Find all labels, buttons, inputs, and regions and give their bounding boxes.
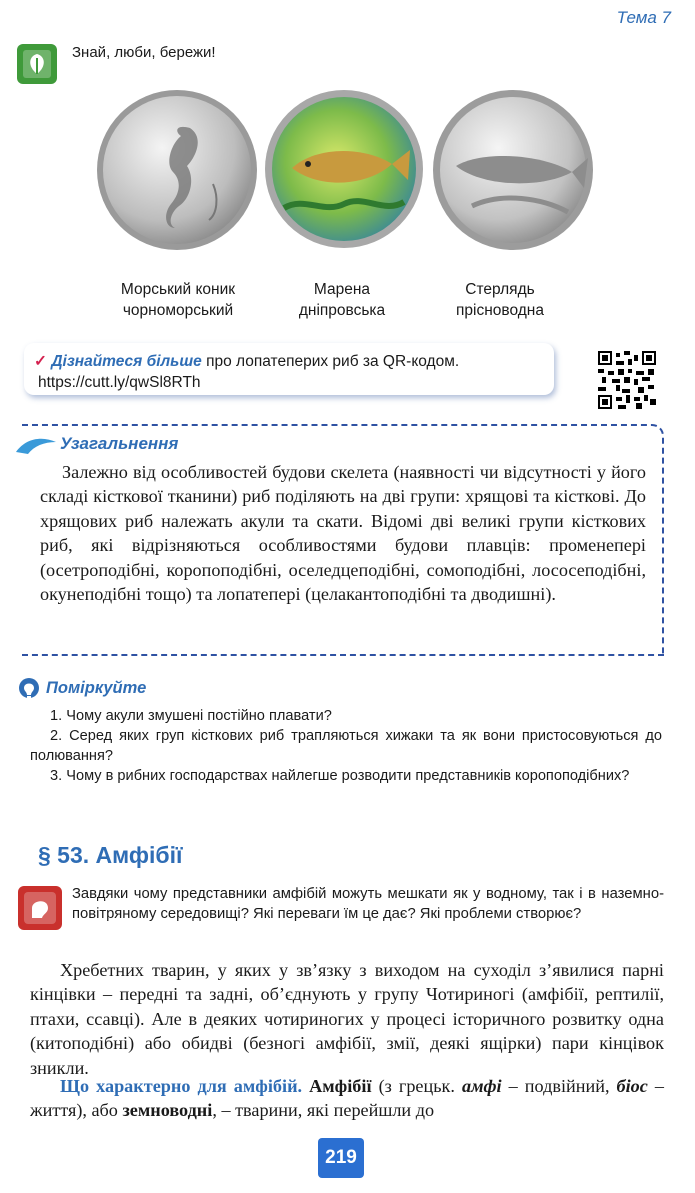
coin-caption-barbel: Марена дніпровська — [298, 281, 386, 319]
coin-barbel — [264, 88, 424, 250]
topic-label: Тема 7 — [616, 8, 671, 27]
paragraph-2: Що характерно для амфібій. Амфібії (з грецьк. амфі – подвійний, біос – життя), або земноводні, – тварини, які перейшли до — [30, 1076, 664, 1121]
think-heading: Поміркуйте — [46, 679, 147, 697]
page-number: 219 — [318, 1138, 364, 1178]
summary-text: Залежно від особливостей будови скелета (наявності чи відсутності у його складі кісткової тканини) риб поділяють на дві групи: хрящові та кісткові. До хрящових риб належать акули та скати. Відомі дві великі групи кісткових риб, які відрізняються особливостями будови плавців: променепері (осетроподібні, коропоподібні, оселедцеподібні, сомоподібні, лососеподібні, окунеподібні тощо) та лопатепері (целакантоподібні та дводишні). — [40, 462, 646, 605]
paragraph-1: Хребетних тварин, у яких у зв’язку з виходом на суходіл з’явилися парні кінцівки – передні та задні, об’єднують у групу Чотириногі (амфібії, рептилії, птахи, ссавці). Але в деяких чотириногих у процесі історичного розвитку одна (китоподібні) або обидві (безногі амфібії, змії, деякі ящірки) пари кінцівок зникли. — [30, 960, 664, 1078]
lightbulb-icon — [16, 676, 42, 702]
qr-code-icon[interactable] — [598, 351, 656, 409]
coin-sterlet — [432, 88, 594, 253]
qr-link[interactable]: https://cutt.ly/qwSl8RTh — [38, 374, 201, 391]
section-intro: Завдяки чому представники амфібій можуть мешкати як у водному, так і в наземно-повітряному середовищі? Які переваги їм це дає? Які проблеми створює? — [72, 886, 664, 922]
eco-block-title: Знай, люби, бережи! — [72, 44, 216, 61]
summary-heading: Узагальнення — [60, 434, 179, 453]
question-head-icon — [18, 886, 62, 930]
paragraph-2-heading: Що характерно для амфібій. — [60, 1076, 303, 1096]
coin-caption-seahorse: Морський коник чорноморський — [120, 281, 236, 319]
question-1: 1. Чому акули змушені постійно плавати? — [50, 708, 332, 724]
qr-note-text: ✓ Дізнайтеся більше про лопатеперих риб за QR-кодом. — [34, 353, 460, 370]
eco-leaf-icon — [17, 44, 57, 84]
question-list — [30, 706, 662, 786]
qr-note-lead: Дізнайтеся більше — [51, 353, 202, 370]
coin-seahorse — [95, 88, 260, 253]
wave-icon — [14, 434, 58, 456]
section-title: § 53. Амфібії — [38, 842, 183, 868]
coin-caption-sterlet: Стерлядь прісноводна — [456, 281, 544, 319]
question-3: 3. Чому в рибних господарствах найлегше розводити представників коропоподібних? — [50, 768, 630, 784]
question-2: 2. Серед яких груп кісткових риб трапляються хижаки та як вони пристосовуються до полювання? — [30, 728, 662, 764]
check-icon: ✓ — [34, 353, 47, 370]
